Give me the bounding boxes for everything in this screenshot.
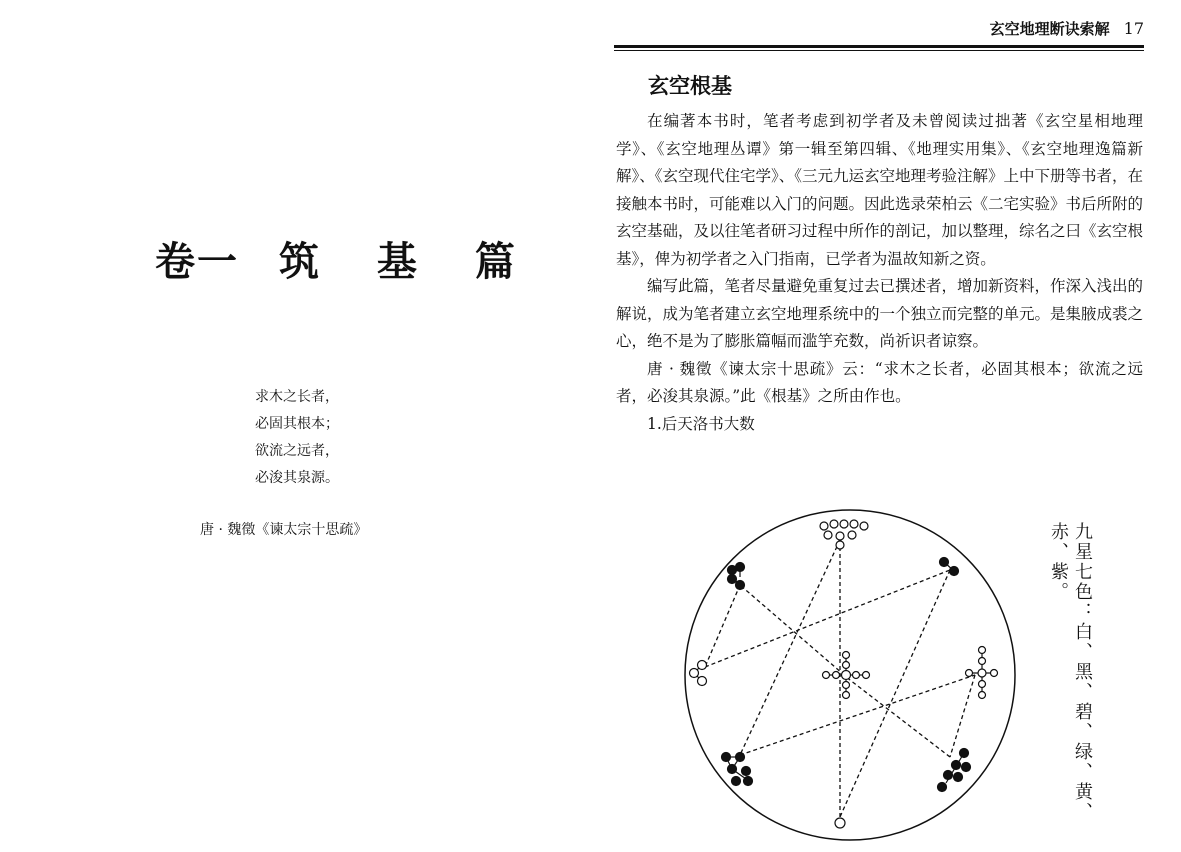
body-text <box>616 108 1143 438</box>
book-title: 玄空地理断诀索解 <box>989 20 1110 38</box>
right-page <box>600 0 1181 852</box>
epigraph-line: 欲流之远者， <box>255 443 339 459</box>
star-eight-white <box>722 753 753 786</box>
epigraph-line: 必固其根本； <box>255 416 339 432</box>
header-rule <box>614 45 1144 48</box>
paragraph: 编写此篇，笔者尽量避免重复过去已撰述者，增加新资料，作深入浅出的解说，成为笔者建立玄空地理系统中的一个独立而完整的单元。是集腋成裘之心，绝不是为了膨胀篇幅而滥竽充数，尚祈识者谅察。 <box>616 277 1144 350</box>
epigraph-line: 求木之长者， <box>255 389 339 405</box>
sub-heading: 1.后天洛书大数 <box>647 414 755 433</box>
luoshu-diagram <box>680 505 1020 845</box>
header-rule-thin <box>614 50 1144 51</box>
chapter-number: 卷一 <box>155 239 239 285</box>
star-five-yellow <box>823 652 870 699</box>
running-header <box>614 18 1144 42</box>
diagram-caption: 九星七色：白、黑、碧、绿、黄、赤、紫。 <box>1048 522 1093 822</box>
epigraph-source: 唐 · 魏徵《谏太宗十思疏》 <box>200 522 368 538</box>
star-three-jade <box>690 661 707 686</box>
epigraph <box>255 384 339 492</box>
section-title: 玄空根基 <box>648 74 732 98</box>
star-one-white <box>835 818 845 828</box>
paragraph: 唐 · 魏徵《谏太宗十思疏》云：“求木之长者，必固其根本；欲流之远者，必浚其泉源。”此《根基》之所由作也。 <box>616 359 1143 405</box>
chapter-title <box>155 230 537 287</box>
star-four-green <box>728 563 745 590</box>
star-nine-purple <box>820 520 868 549</box>
chapter-name: 筑 基 篇 <box>279 239 537 285</box>
left-page <box>0 0 590 852</box>
epigraph-line: 必浚其泉源。 <box>255 470 339 486</box>
page-number: 17 <box>1123 19 1144 38</box>
star-six-white <box>938 749 971 792</box>
paragraph: 在编著本书时，笔者考虑到初学者及未曾阅读过拙著《玄空星相地理学》、《玄空地理丛谭》第一辑至第四辑、《地理实用集》、《玄空地理逸篇新解》、《玄空现代住宅学》、《三元九运玄空地理考验注解》上中下册等书者，在接触本书时，可能难以入门的问题。因此选录荣柏云《二宅实验》书后所附的玄空基础，及以往笔者研习过程中所作的剖记，加以整理，综名之曰《玄空根基》，俾为初学者之入门指南，已学者为温故知新之资。 <box>616 112 1144 268</box>
